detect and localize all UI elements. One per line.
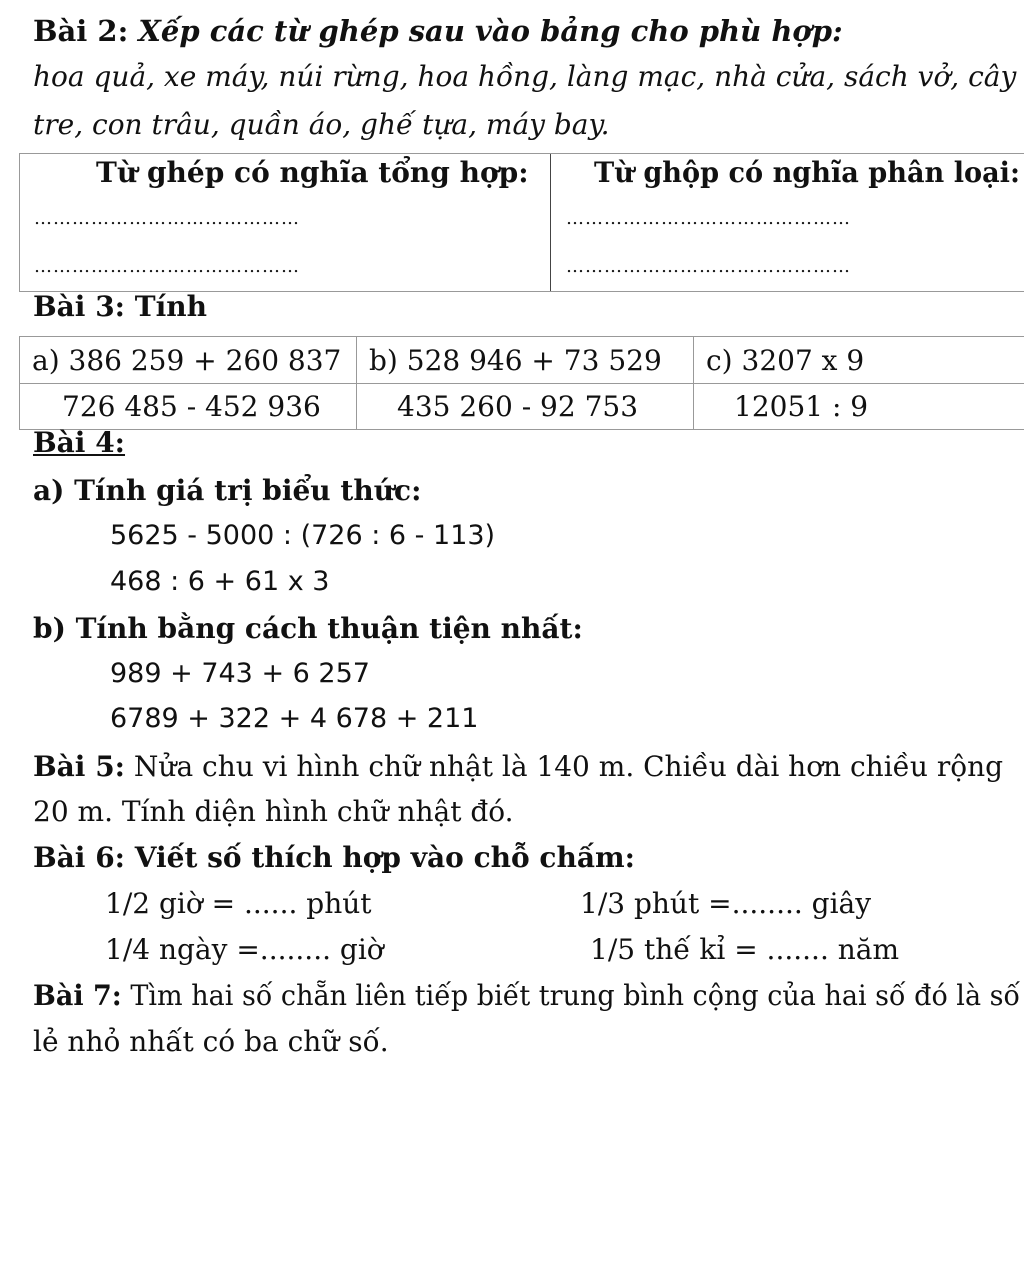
bai3-row-1 — [20, 337, 1024, 384]
bai5-text-1: Nửa chu vi hình chữ nhật là 140 m. Chiều dài hơn chiều rộng — [125, 750, 1004, 783]
bai6-item-3: 1/4 ngày =........ giờ — [105, 933, 384, 966]
bai3-a2: 726 485 - 452 936 — [62, 390, 321, 423]
bai7-line2: lẻ nhỏ nhất có ba chữ số. — [33, 1025, 389, 1058]
bai4-b-expr-1: 989 + 743 + 6 257 — [110, 658, 370, 689]
bai2-col2-dots-1: ……………………………………… — [566, 208, 851, 229]
bai2-instruction: Xếp các từ ghép sau vào bảng cho phù hợp: — [128, 14, 843, 48]
bai5-line1 — [33, 750, 1003, 783]
bai4-b-expr-2: 6789 + 322 + 4 678 + 211 — [110, 703, 479, 734]
bai2-words-line2: tre, con trâu, quần áo, ghế tựa, máy bay. — [33, 108, 610, 141]
bai3-b2: 435 260 - 92 753 — [397, 390, 639, 423]
bai7-line1 — [33, 979, 1020, 1012]
bai3-c: c) 3207 x 9 — [706, 343, 865, 377]
bai2-col1-dots-1: …………………………………… — [34, 208, 300, 229]
bai4-b-title: b) Tính bằng cách thuận tiện nhất: — [33, 612, 583, 645]
bai3-table — [19, 336, 1024, 430]
bai3-row-2 — [20, 384, 1024, 430]
bai2-col1-dots-2: …………………………………… — [34, 256, 300, 277]
bai2-table-divider — [550, 154, 551, 291]
bai3-a: a) 386 259 + 260 837 — [32, 343, 342, 377]
bai6-item-2: 1/3 phút =........ giây — [580, 887, 872, 920]
bai4-a-expr-1: 5625 - 5000 : (726 : 6 - 113) — [110, 520, 496, 551]
bai2-table — [19, 153, 1024, 292]
bai4-a-title: a) Tính giá trị biểu thức: — [33, 474, 422, 507]
bai6-item-4: 1/5 thế kỉ = ....... năm — [590, 933, 900, 966]
bai2-label: Bài 2: — [33, 14, 129, 48]
bai7-text-1: Tìm hai số chẵn liên tiếp biết trung bình cộng của hai số đó là số — [121, 979, 1021, 1012]
bai6-title: Bài 6: Viết số thích hợp vào chỗ chấm: — [33, 841, 635, 874]
bai7-label: Bài 7: — [33, 979, 122, 1012]
bai2-title — [33, 14, 843, 48]
bai5-label: Bài 5: — [33, 750, 126, 783]
bai2-col1-header: Từ ghép có nghĩa tổng hợp: — [96, 156, 529, 189]
bai4-title: Bài 4: — [33, 426, 126, 459]
bai2-col2-dots-2: ……………………………………… — [566, 256, 851, 277]
bai6-item-1: 1/2 giờ = ...... phút — [105, 887, 372, 920]
bai2-col2-header: Từ ghộp có nghĩa phân loại: — [594, 156, 1020, 189]
bai2-words-line1: hoa quả, xe máy, núi rừng, hoa hồng, làng mạc, nhà cửa, sách vở, cây — [33, 60, 1017, 93]
bai5-line2: 20 m. Tính diện hình chữ nhật đó. — [33, 795, 514, 828]
bai3-c2: 12051 : 9 — [734, 390, 869, 423]
bai4-a-expr-2: 468 : 6 + 61 x 3 — [110, 566, 330, 597]
bai3-title: Bài 3: Tính — [33, 290, 207, 323]
bai3-b: b) 528 946 + 73 529 — [369, 343, 662, 377]
